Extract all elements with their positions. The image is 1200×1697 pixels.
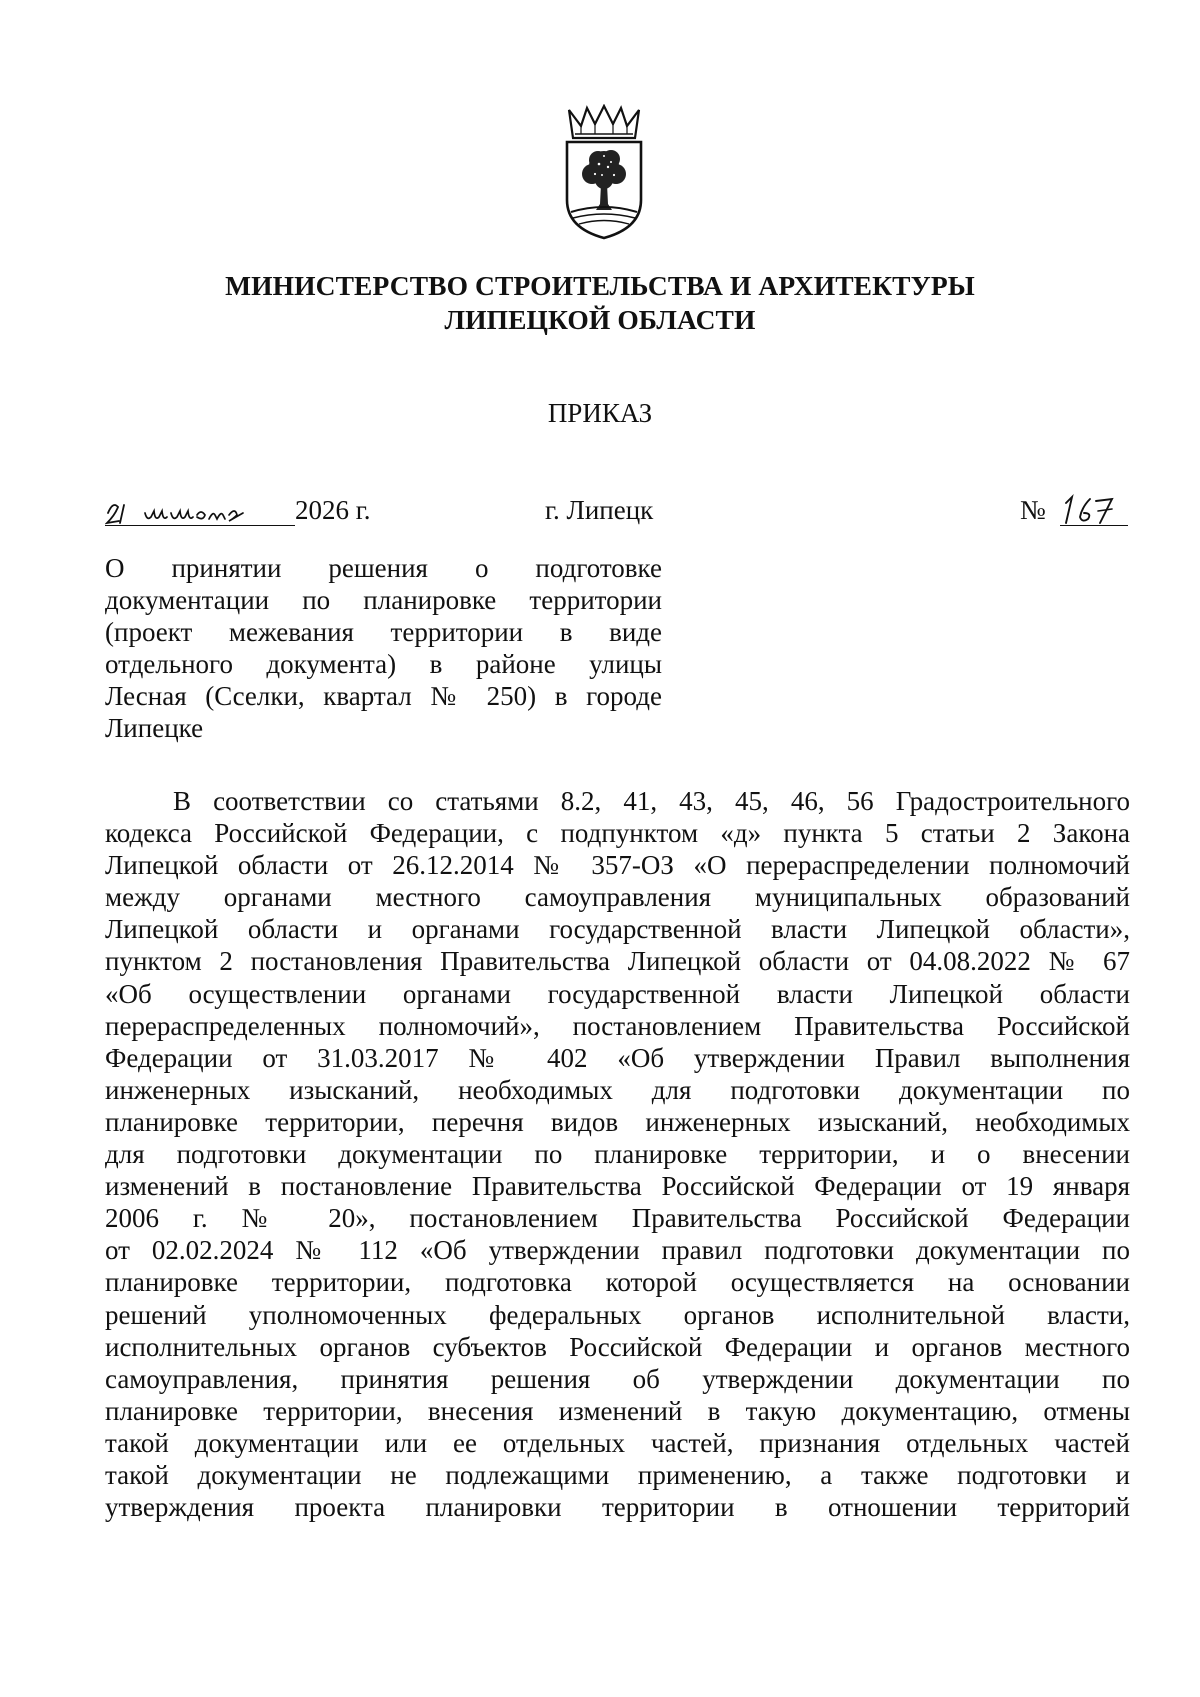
coat-of-arms-icon [559, 104, 649, 242]
body-line: 2006 г. № 20», постановлением Правительства Российской Федерации [105, 1203, 1130, 1234]
number-underline [1060, 525, 1128, 526]
body-line: от 02.02.2024 № 112 «Об утверждении правил подготовки документации по [105, 1235, 1130, 1266]
ministry-title-line-2: ЛИПЕЦКОЙ ОБЛАСТИ [444, 304, 756, 335]
number-sign: № [1020, 495, 1046, 525]
body-line: Липецкой области от 26.12.2014 № 357-ОЗ «О перераспределении полномочий [105, 850, 1130, 881]
body-line: для подготовки документации по планировке территории, и о внесении [105, 1139, 1130, 1170]
body-line: исполнительных органов субъектов Российской Федерации и органов местного [105, 1331, 1130, 1362]
body-line: Федерации от 31.03.2017 № 402 «Об утверждении Правил выполнения [105, 1042, 1130, 1073]
order-date [105, 493, 385, 533]
handwritten-number [1060, 493, 1124, 527]
body-line: пунктом 2 постановления Правительства Липецкой области от 04.08.2022 № 67 [105, 946, 1130, 977]
body-line: такой документации или ее отдельных частей, признания отдельных частей [105, 1427, 1130, 1458]
date-underline [105, 525, 295, 526]
body-line: «Об осуществлении органами государственной власти Липецкой области [105, 978, 1130, 1009]
subject-line: Лесная (Сселки, квартал № 250) в городе [105, 681, 662, 711]
subject-line: О принятии решения о подготовке [105, 553, 662, 583]
document-type-heading: ПРИКАЗ [547, 398, 653, 428]
order-subject [105, 552, 662, 744]
body-line: такой документации не подлежащими применению, а также подготовки и [105, 1459, 1130, 1490]
body-line: планировке территории, перечня видов инженерных изысканий, необходимых [105, 1106, 1130, 1137]
body-line: планировке территории, подготовка которой осуществляется на основании [105, 1267, 1130, 1298]
body-line: изменений в постановление Правительства Российской Федерации от 19 января [105, 1171, 1130, 1202]
body-line: самоуправления, принятия решения об утверждении документации по [105, 1363, 1130, 1394]
body-line: решений уполномоченных федеральных органов исполнительной власти, [105, 1299, 1130, 1330]
body-line: планировке территории, внесения изменений в такую документацию, отмены [105, 1395, 1130, 1426]
body-line: Липецкой области и органами государственной власти Липецкой области», [105, 914, 1130, 945]
handwritten-date-signature [105, 493, 291, 527]
body-line: между органами местного самоуправления муниципальных образований [105, 882, 1130, 913]
ministry-title-line-1: МИНИСТЕРСТВО СТРОИТЕЛЬСТВА И АРХИТЕКТУРЫ [225, 270, 975, 301]
city-label: г. Липецк [545, 495, 654, 525]
ministry-title [150, 269, 1050, 337]
order-body [105, 785, 1130, 1523]
body-line: перераспределенных полномочий», постановлением Правительства Российской [105, 1010, 1130, 1041]
body-line: инженерных изысканий, необходимых для подготовки документации по [105, 1074, 1130, 1105]
body-line: кодекса Российской Федерации, с подпунктом «д» пункта 5 статьи 2 Закона [105, 818, 1130, 849]
date-year: 2026 г. [295, 495, 371, 525]
subject-line: отдельного документа) в районе улицы [105, 649, 662, 679]
order-number [1020, 493, 1130, 533]
subject-line: Липецке [105, 713, 204, 743]
body-line: В соответствии со статьями 8.2, 41, 43, 45, 46, 56 Градостроительного [173, 786, 1130, 816]
body-line: утверждения проекта планировки территории в отношении территорий [105, 1492, 1130, 1523]
subject-line: (проект межевания территории в виде [105, 617, 662, 647]
subject-line: документации по планировке территории [105, 585, 662, 615]
